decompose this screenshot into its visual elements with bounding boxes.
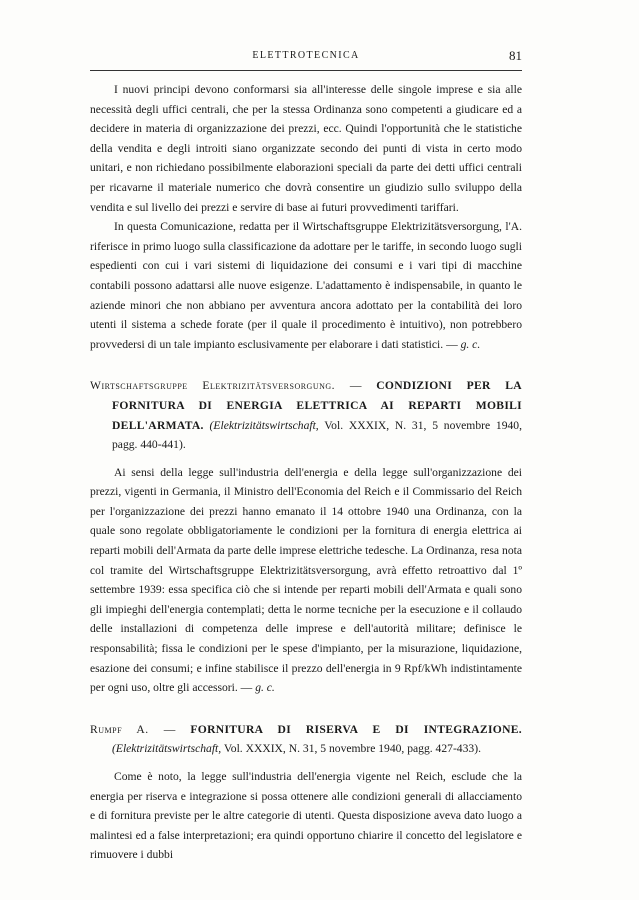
review-2-source: (Elektrizitätswirtschaft, [112, 742, 222, 756]
review-1-heading [90, 376, 522, 454]
review-1-author: Wirtschaftsgruppe Elektrizitätsversorgung. — [90, 379, 362, 393]
review-1-body: Ai sensi della legge sull'industria dell'energia e della legge sull'organizzazione dei prezzi, vigenti in Germania, il Ministro dell'Economia del Reich e il Commissario del Reich per l'organizzazione dei prezzi hanno emanato il 14 ottobre 1940 una Ordinanza, con la quale sono regolate obbligatoriamente le condizioni per la fornitura di energia elettrica ai reparti mobili dell'Armata da parte delle imprese elettriche tedesche. La Ordinanza, resa nota col tramite del Wirtschaftsgruppe Elektrizitätsversorgung, avrà effetto retroattivo dal 1º settembre 1939: essa specifica ciò che si intende per reparti mobili dell'Armata e quali sono gli impieghi dell'energia contemplati; detta le norme tecniche per la esecuzione e il collaudo delle installazioni di competenza delle imprese e dell'autorità militare; definisce le responsabilità; fissa le condizioni per le spese d'impianto, per la misurazione, liquidazione, esazione dei consumi; e infine stabilisce il prezzo dell'energia in 9 Rpf/kWh indistintamente per ogni uso, oltre gli accessori. — [90, 465, 522, 695]
review-1-volume: Vol. XXXIX, N. 31, 5 novembre 1940, pagg. 440-441). [112, 418, 522, 452]
review-2-heading [90, 720, 522, 759]
review-1-title: CONDIZIONI PER LA FORNITURA DI ENERGIA ELETTRICA AI REPARTI MOBILI DELL'ARMATA. [112, 379, 522, 432]
running-head: ELETTROTECNICA [252, 50, 360, 61]
intro-paragraph-2-text: In questa Comunicazione, redatta per il Wirtschaftsgruppe Elektrizitätsversorgung, l'A. riferisce in primo luogo sulla classificazione da adottare per le tariffe, in secondo luogo sugli espedienti con cui i vari sistemi di liquidazione dei consumi e i vari tipi di macchine contabili possono adattarsi alle nuove esigenze. L'adattamento è indispensabile, in quanto le aziende minori che non abbiano per avventura ancora adottato per la contabilità dei loro utenti il sistema a schede forate (per il quale il procedimento è intuitivo), non potrebbero provvedersi di un tale impianto esclusivamente per elaborare i dati statistici. — [90, 220, 522, 351]
review-1-source: (Elektrizitätswirtschaft, [209, 418, 319, 432]
review-2-title: FORNITURA DI RISERVA E DI INTEGRAZIONE. [190, 722, 522, 736]
review-1-signature: g. c. [255, 681, 275, 695]
intro-paragraph-2 [90, 217, 522, 354]
review-2-author: Rumpf A. — [90, 722, 176, 736]
review-2-text: Come è noto, la legge sull'industria dell'energia vigente nel Reich, esclude che la energia per riserva e integrazione si possa ottenere alle condizioni generali di allacciamento e di fornitura previste per le altre categorie di utenti. Questa disposizione aveva dato luogo a malintesi ed a false interpretazioni; era quindi opportuno chiarire il concetto del legislatore e rimuovere i dubbi [90, 770, 522, 862]
page-number: 81 [509, 48, 522, 63]
page-body [90, 80, 522, 865]
review-2-volume: Vol. XXXIX, N. 31, 5 novembre 1940, pagg. 427-433). [223, 742, 481, 756]
page-header [90, 48, 522, 68]
header-rule [90, 70, 522, 71]
intro-signature: g. c. [460, 337, 481, 351]
review-2-citation [112, 742, 481, 755]
review-1-text [90, 463, 522, 698]
intro-paragraph-1: I nuovi principi devono conformarsi sia all'interesse delle singole imprese e sia alle necessità degli uffici centrali, che per la stessa Ordinanza sono competenti a giudicare ed a decidere in materia di organizzazione dei prezzi, ecc. Quindi l'opportunità che le statistiche della vendita e degli introiti siano organizzate secondo dei punti di vista in certo modo unitari, e non richiedano possibilmente elaborazioni speciali da parte dei detti uffici centrali per ricavarne il materiale numerico che dovrà consentire un giudizio sullo sviluppo della vendita e sul livello dei prezzi e servire di base ai futuri provvedimenti tariffari. [90, 83, 522, 214]
